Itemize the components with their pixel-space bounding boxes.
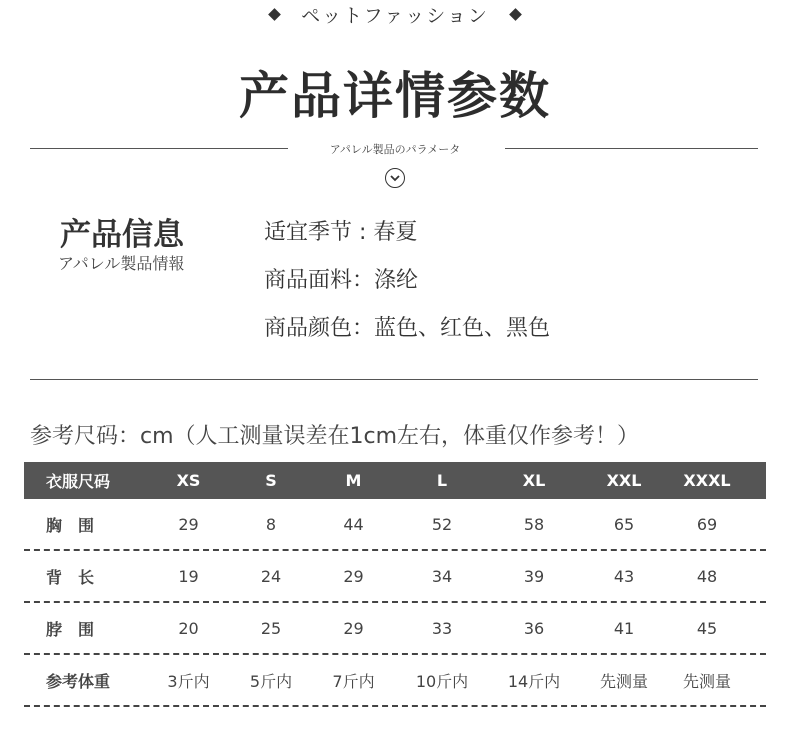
size-table <box>24 462 766 707</box>
diamond-right-icon <box>509 8 522 21</box>
product-info-title: 产品信息 <box>60 217 184 253</box>
row-label: 脖 围 <box>46 619 95 639</box>
table-cell: 41 <box>613 618 635 638</box>
table-cell: 36 <box>523 618 545 638</box>
header-cell: M <box>345 471 362 490</box>
table-cell: 29 <box>343 618 364 638</box>
product-info-subtitle: アパレル製品情報 <box>58 254 185 273</box>
table-cell: 10斤内 <box>415 671 469 691</box>
page-title: 产品详情参数 <box>239 67 551 125</box>
table-cell: 5斤内 <box>249 671 293 691</box>
table-cell: 先测量 <box>599 671 648 691</box>
table-cell: 39 <box>523 566 545 586</box>
header-cell: XS <box>176 471 201 490</box>
table-row <box>24 603 766 655</box>
table-cell: 25 <box>260 618 282 638</box>
table-cell: 45 <box>696 618 718 638</box>
page-subtitle: アパレル製品のパラメータ <box>329 143 461 156</box>
size-table-header <box>24 462 766 499</box>
color-line: 商品颜色：蓝色、红色、黑色 <box>264 316 551 341</box>
table-row <box>24 655 766 707</box>
table-cell: 52 <box>431 514 453 534</box>
brand-name: ペットファッション <box>301 4 489 27</box>
section-divider <box>30 379 758 380</box>
table-cell: 69 <box>696 514 718 534</box>
size-note: 参考尺码：cm（人工测量误差在1cm左右，体重仅作参考！） <box>30 424 640 449</box>
table-cell: 65 <box>613 514 635 534</box>
row-label: 参考体重 <box>46 671 111 691</box>
fabric-line: 商品面料：涤纶 <box>264 268 419 293</box>
table-cell: 先测量 <box>682 671 731 691</box>
table-row <box>24 499 766 551</box>
table-cell: 34 <box>431 566 453 586</box>
table-row <box>24 551 766 603</box>
table-cell: 14斤内 <box>507 671 561 691</box>
table-cell: 29 <box>178 514 199 534</box>
table-cell: 7斤内 <box>332 671 375 691</box>
diamond-left-icon <box>268 8 281 21</box>
table-cell: 3斤内 <box>167 671 210 691</box>
table-cell: 48 <box>696 566 718 586</box>
season-line: 适宜季节 : 春夏 <box>264 220 418 245</box>
header-cell: S <box>265 471 277 490</box>
row-label: 胸 围 <box>46 515 95 535</box>
table-cell: 33 <box>431 618 453 638</box>
table-cell: 8 <box>265 514 277 534</box>
header-cell: 衣服尺码 <box>46 472 111 491</box>
chevron-down-icon <box>385 168 405 188</box>
table-cell: 20 <box>178 618 199 638</box>
header-cell: XL <box>522 471 546 490</box>
divider-right <box>505 148 758 149</box>
header-cell: L <box>436 471 448 490</box>
header-cell: XXL <box>606 471 642 490</box>
table-cell: 24 <box>260 566 282 586</box>
row-label: 背 长 <box>46 567 95 587</box>
divider-left <box>30 148 288 149</box>
brand-banner <box>0 0 790 28</box>
header-cell: XXXL <box>683 471 731 490</box>
table-cell: 44 <box>343 514 364 534</box>
table-cell: 19 <box>178 566 199 586</box>
table-cell: 29 <box>343 566 364 586</box>
table-cell: 58 <box>523 514 545 534</box>
table-cell: 43 <box>613 566 635 586</box>
